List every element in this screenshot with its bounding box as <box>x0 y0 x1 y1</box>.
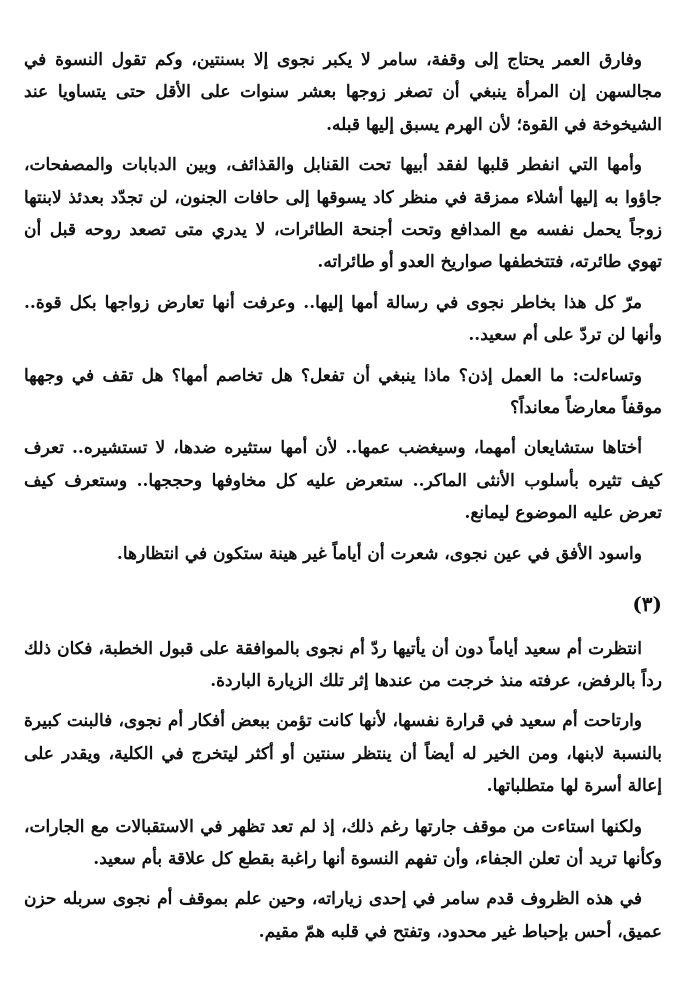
paragraph: واسود الأفق في عين نجوى، شعرت أن أياماً غير هينة ستكون في انتظارها. <box>116 543 642 564</box>
paragraph: وارتاحت أم سعيد في قرارة نفسها، لأنها كانت تؤمن ببعض أفكار أم نجوى، فالبنت كبيرة بالنسبة لابنها، ومن الخير له أيضاً أن ينتظر سنتين أو أكثر ليتخرج في الكلية، ويقدر على إعالة أسرة لها متطلباتها. <box>24 711 662 797</box>
paragraph: في هذه الظروف قدم سامر في إحدى زياراته، وحين علم بموقف أم نجوى سربله حزن عميق، أحس بإحباط غير محدود، وتفتح في قلبه همّ مقيم. <box>24 889 662 942</box>
paragraph: مرّ كل هذا بخاطر نجوى في رسالة أمها إليها.. وعرفت أنها تعارض زواجها بكل قوة.. وأنها لن تردّ على أم سعيد.. <box>24 292 662 346</box>
document-page <box>24 44 662 956</box>
paragraph: انتظرت أم سعيد أياماً دون أن يأتيها ردّ أم نجوى بالموافقة على قبول الخطبة، فكان ذلك رداً بالرفض، عرفته منذ خرجت من عندها إثر تلك الزيارة الباردة. <box>24 638 662 691</box>
paragraph: وفارق العمر يحتاج إلى وقفة، سامر لا يكبر نجوى إلا بسنتين، وكم تقول النسوة في مجالسهن إن المرأة ينبغي أن تصغر زوجها بعشر سنوات على الأقل حتى يتساويا عند الشيخوخة في القوة؛ لأن الهرم يسبق إليها قبله. <box>24 50 663 135</box>
section-number-heading: (٣) <box>632 592 662 617</box>
paragraph: ولكنها استاءت من موقف جارتها رغم ذلك، إذ لم تعد تظهر في الاستقبالات مع الجارات، وكأنها تريد أن تعلن الجفاء، وأن تفهم النسوة أنها راغبة بقطع كل علاقة بأم سعيد. <box>24 816 662 869</box>
paragraph: وأمها التي انفطر قلبها لفقد أبيها تحت القنابل والقذائف، وبين الدبابات والمصفحات، جاؤوا به إليها أشلاء ممزقة في منظر كاد يسوقها إلى حافات الجنون، لن تجدّد بعدئذ لابنتها زوجاً يحمل نفسه مع المدافع وتحت أجنحة الطائرات، لا يدري متى تصعد روحه قبل أن تهوي طائرته، فتتخطفها صواريخ العدو أو طائراته. <box>24 155 662 273</box>
paragraph: أختاها ستشايعان أمهما، وسيغضب عمها.. لأن أمها ستثيره ضدها، لا تستشيره.. تعرف كيف تثيره بأسلوب الأنثى الماكر.. ستعرض عليه كل مخاوفها وحججها.. وستعرف كيف تعرض عليه الموضوع ليمانع. <box>24 438 662 524</box>
paragraph: وتساءلت: ما العمل إذن؟ ماذا ينبغي أن تفعل؟ هل تخاصم أمها؟ هل تقف في وجهها موقفاً معارضاً معانداً؟ <box>24 365 662 419</box>
